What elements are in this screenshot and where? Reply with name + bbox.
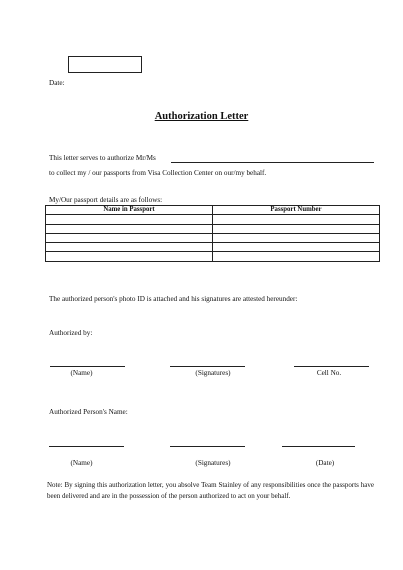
name-cell[interactable] [46, 252, 213, 261]
authorized-name-line[interactable] [171, 162, 374, 163]
photo-statement: The authorized person's photo ID is attached and his signatures are attested hereunder: [49, 295, 298, 303]
authorized-person-signature-line[interactable] [170, 446, 245, 447]
date-box[interactable] [68, 56, 142, 73]
table-row [46, 243, 380, 252]
name-cell[interactable] [46, 215, 213, 224]
authorized-by-label: Authorized by: [49, 329, 93, 337]
passport-intro: My/Our passport details are as follows: [49, 196, 163, 204]
name-cell[interactable] [46, 233, 213, 242]
authorized-by-signature-line[interactable] [170, 366, 245, 367]
passport-table [45, 205, 380, 262]
intro-line-1: This letter serves to authorize Mr/Ms [49, 154, 156, 162]
authorized-by-name-caption: (Name) [70, 369, 93, 377]
authorized-by-cell-caption: Cell No. [316, 369, 342, 377]
authorized-by-name-line[interactable] [50, 366, 125, 367]
name-cell[interactable] [46, 224, 213, 233]
number-cell[interactable] [213, 215, 380, 224]
number-cell[interactable] [213, 233, 380, 242]
number-cell[interactable] [213, 224, 380, 233]
column-header-name: Name in Passport [46, 206, 213, 215]
authorized-person-name-line[interactable] [49, 446, 124, 447]
date-label: Date: [49, 79, 65, 87]
number-cell[interactable] [213, 243, 380, 252]
number-cell[interactable] [213, 252, 380, 261]
table-row [46, 233, 380, 242]
authorized-person-date-caption: (Date) [315, 459, 335, 467]
table-row [46, 224, 380, 233]
authorized-by-cell-line[interactable] [294, 366, 369, 367]
name-cell[interactable] [46, 243, 213, 252]
table-row [46, 215, 380, 224]
intro-line-2: to collect my / our passports from Visa Collection Center on our/my behalf. [49, 169, 267, 177]
authorized-person-date-line[interactable] [282, 446, 355, 447]
authorized-person-signature-caption: (Signatures) [195, 459, 231, 467]
page-title: Authorization Letter [154, 111, 249, 122]
authorized-by-signature-caption: (Signatures) [195, 369, 231, 377]
table-header-row [46, 206, 380, 215]
authorized-person-name-caption: (Name) [70, 459, 93, 467]
disclaimer-note: Note: By signing this authorization letter, you absolve Team Stainley of any responsibilities once the passports have been delivered and are in the possession of the person authorized to act on your behalf. [47, 481, 374, 500]
column-header-number: Passport Number [213, 206, 380, 215]
table-row [46, 252, 380, 261]
authorized-person-label: Authorized Person's Name: [49, 408, 128, 416]
